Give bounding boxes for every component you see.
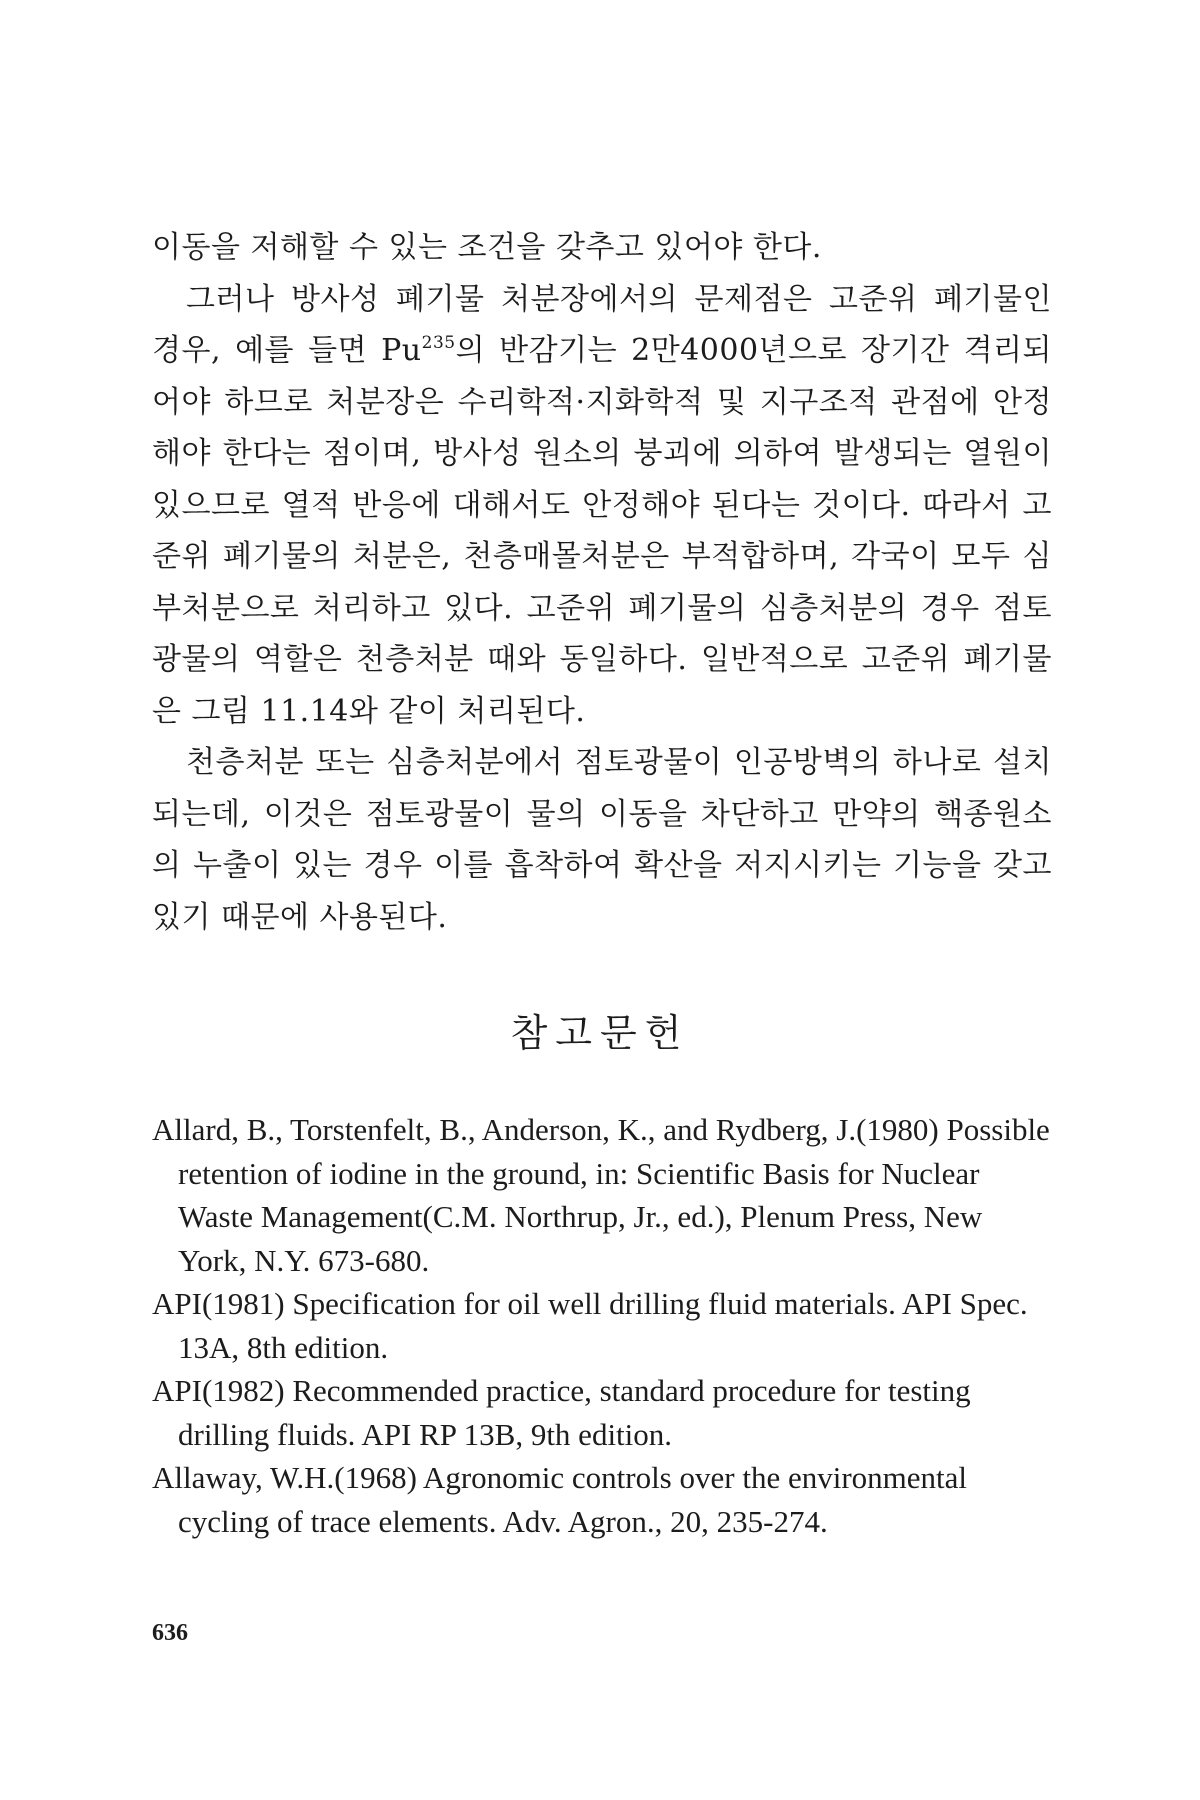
references-heading: 참고문헌 — [510, 1011, 690, 1055]
paragraph-2-part-b: 의 반감기는 2만4000년으로 장기간 격리되어야 하므로 처분장은 수리학적·지화학적 및 지구조적 관점에 안정해야 한다는 점이며, 방사성 원소의 붕괴에 의하여 발생되는 열원이 있으므로 열적 반응에 대해서도 안정해야 된다는 것이다. 따라서 고준위 폐기물의 처분은, 천층매몰처분은 부적합하며, 각국이 모두 심부처분으로 처리하고 있다. 고준위 폐기물의 심층처분의 경우 점토광물의 역할은 천층처분 때와 동일하다. 일반적으로 고준위 폐기물은 그림 11.14와 같이 처리된다. — [152, 333, 1053, 729]
body-text — [152, 222, 1052, 943]
paragraph-2 — [152, 274, 1052, 738]
paragraph-2-part-a: 그러나 방사성 폐기물 처분장에서의 문제점은 고준위 폐기물인 경우, 예를 들면 Pu — [152, 281, 1052, 368]
isotope-superscript: 235 — [421, 333, 456, 353]
paragraph-3: 천층처분 또는 심층처분에서 점토광물이 인공방벽의 하나로 설치되는데, 이것은 점토광물이 물의 이동을 차단하고 만약의 핵종원소의 누출이 있는 경우 이를 흡착하여 확산을 저지시키는 기능을 갖고 있기 때문에 사용된다. — [152, 745, 1052, 935]
reference-item: API(1981) Specification for oil well drilling fluid materials. API Spec. 13A, 8th edition. — [152, 1286, 1028, 1365]
page-number: 636 — [152, 1620, 188, 1646]
reference-list — [152, 1108, 1052, 1543]
reference-item: Allaway, W.H.(1968) Agronomic controls over the environmental cycling of trace elements. Adv. Agron., 20, 235-274. — [152, 1460, 968, 1539]
reference-item: Allard, B., Torstenfelt, B., Anderson, K., and Rydberg, J.(1980) Possible retention of iodine in the ground, in: Scientific Basis for Nuclear Waste Management(C.M. Northrup, Jr., ed.), Plenum Press, New York, N.Y. 673-680. — [152, 1112, 1050, 1278]
paragraph-1: 이동을 저해할 수 있는 조건을 갖추고 있어야 한다. — [152, 230, 822, 265]
reference-item: API(1982) Recommended practice, standard procedure for testing drilling fluids. API RP 13B, 9th edition. — [152, 1373, 971, 1452]
